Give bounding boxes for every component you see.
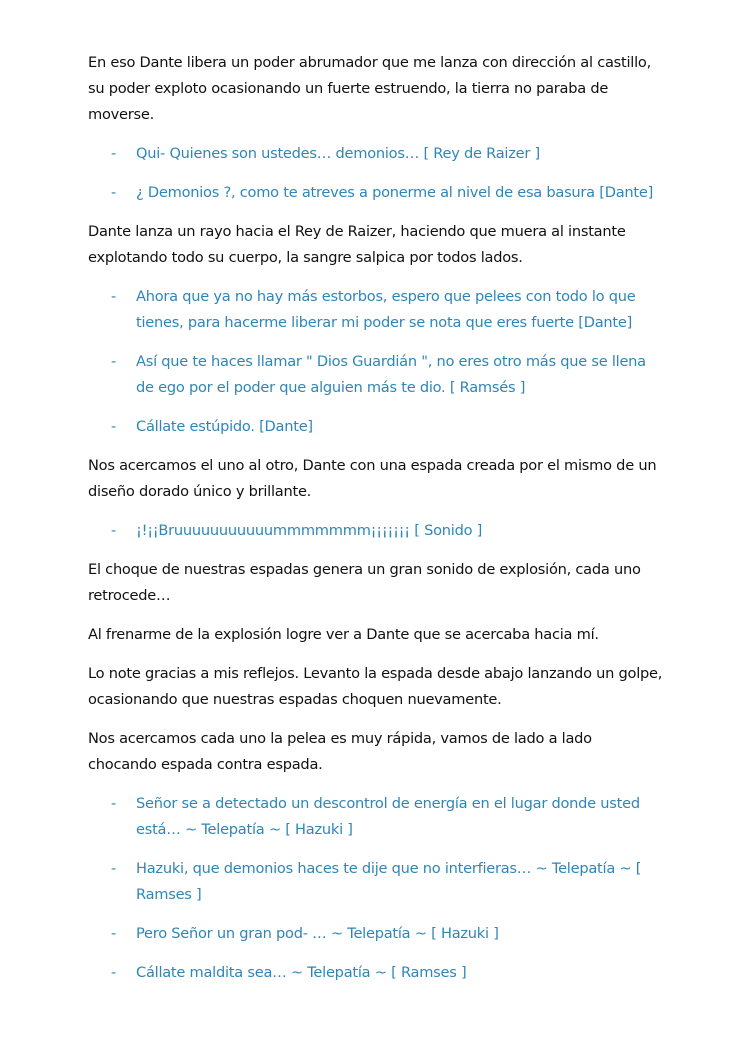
dialog-line [88, 284, 663, 336]
dialog-line [88, 960, 663, 986]
dialog-text: Cállate maldita sea… ~ Telepatía ~ [ Ramses ] [136, 964, 467, 981]
dialog-line [88, 414, 663, 440]
narration-paragraph: Al frenarme de la explosión logre ver a Dante que se acercaba hacia mí. [88, 626, 599, 643]
dialog-line [88, 518, 663, 544]
dialog-text: Qui- Quienes son ustedes… demonios… [ Rey de Raizer ] [136, 145, 540, 162]
dialog-line [88, 141, 663, 167]
narration-paragraph: Nos acercamos cada uno la pelea es muy rápida, vamos de lado a lado chocando espada contra espada. [88, 730, 592, 773]
dash-bullet: - [111, 860, 117, 877]
dialog-line [88, 349, 663, 401]
dialog-text: Señor se a detectado un descontrol de energía en el lugar donde usted está… ~ Telepatía ~ [ Hazuki ] [136, 795, 640, 838]
dialog-text: ¡!¡¡Bruuuuuuuuuuummmmmmm¡¡¡¡¡¡¡ [ Sonido ] [136, 522, 483, 539]
dialog-text: Hazuki, que demonios haces te dije que no interfieras… ~ Telepatía ~ [ Ramses ] [136, 860, 642, 903]
dash-bullet: - [111, 288, 117, 305]
narration-paragraph: Dante lanza un rayo hacia el Rey de Raizer, haciendo que muera al instante explotando todo su cuerpo, la sangre salpica por todos lados. [88, 223, 626, 266]
document-page [88, 50, 663, 999]
dash-bullet: - [111, 145, 117, 162]
dialog-text: Ahora que ya no hay más estorbos, espero que pelees con todo lo que tienes, para hacerme liberar mi poder se nota que eres fuerte [Dante] [136, 288, 636, 331]
dash-bullet: - [111, 522, 117, 539]
dialog-text: Así que te haces llamar " Dios Guardián ", no eres otro más que se llena de ego por el poder que alguien más te dio. [ Ramsés ] [136, 353, 646, 396]
dash-bullet: - [111, 795, 117, 812]
narration-paragraph: El choque de nuestras espadas genera un gran sonido de explosión, cada uno retrocede… [88, 561, 641, 604]
dash-bullet: - [111, 184, 117, 201]
dash-bullet: - [111, 964, 117, 981]
dash-bullet: - [111, 353, 117, 370]
dialog-line [88, 921, 663, 947]
dialog-line [88, 791, 663, 843]
dialog-line [88, 180, 663, 206]
dialog-text: Pero Señor un gran pod- … ~ Telepatía ~ [ Hazuki ] [136, 925, 499, 942]
dash-bullet: - [111, 418, 117, 435]
dialog-text: ¿ Demonios ?, como te atreves a ponerme al nivel de esa basura [Dante] [136, 184, 654, 201]
narration-paragraph: Nos acercamos el uno al otro, Dante con una espada creada por el mismo de un diseño dorado único y brillante. [88, 457, 657, 500]
dialog-text: Cállate estúpido. [Dante] [136, 418, 313, 435]
narration-paragraph: En eso Dante libera un poder abrumador que me lanza con dirección al castillo, su poder exploto ocasionando un fuerte estruendo, la tierra no paraba de moverse. [88, 54, 651, 123]
dash-bullet: - [111, 925, 117, 942]
narration-paragraph: Lo note gracias a mis reflejos. Levanto la espada desde abajo lanzando un golpe, ocasionando que nuestras espadas choquen nuevamente. [88, 665, 663, 708]
dialog-line [88, 856, 663, 908]
